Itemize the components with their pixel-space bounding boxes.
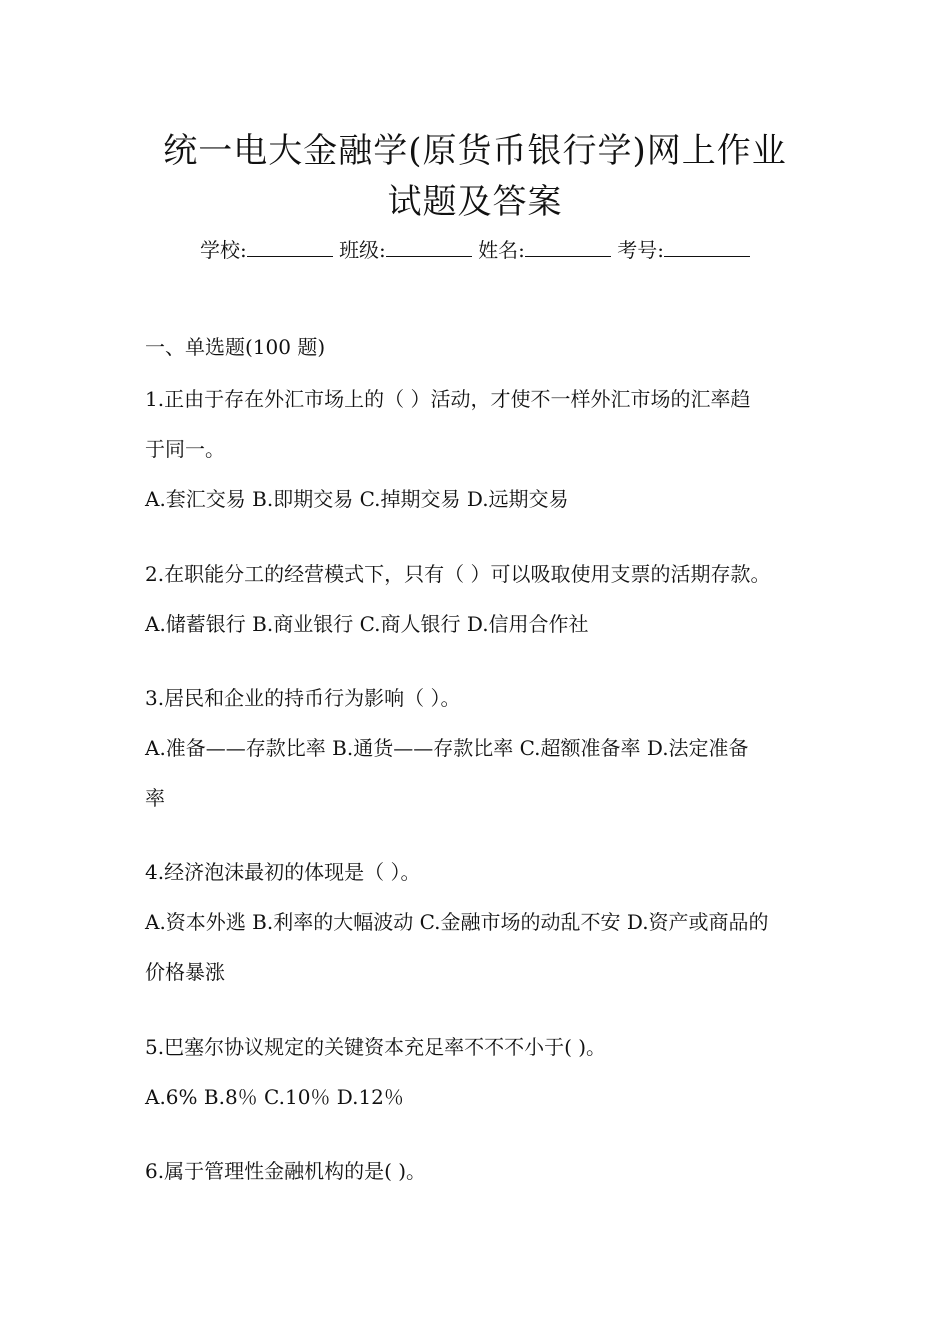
document-title-line2: 试题及答案	[387, 182, 563, 222]
number-label: 考号:	[617, 238, 665, 262]
question-1-stem: 1.正由于存在外汇市场上的（ ）活动，才使不一样外汇市场的汇率趋	[145, 387, 751, 411]
question-3-stem: 3.居民和企业的持币行为影响（ ）。	[145, 686, 461, 710]
question-2-options: A.储蓄银行 B.商业银行 C.商人银行 D.信用合作社	[145, 612, 589, 636]
question-2-stem: 2.在职能分工的经营模式下，只有（ ）可以吸取使用支票的活期存款。	[145, 562, 771, 586]
class-blank	[386, 238, 472, 257]
question-4-options: A.资本外逃 B.利率的大幅波动 C.金融市场的动乱不安 D.资产或商品的	[145, 910, 769, 934]
question-4-stem: 4.经济泡沫最初的体现是（ ）。	[145, 860, 421, 884]
section-heading: 一、单选题(100 题)	[145, 335, 326, 359]
number-blank	[664, 238, 750, 257]
document-title-line1: 统一电大金融学(原货币银行学)网上作业	[163, 131, 787, 171]
question-5-stem: 5.巴塞尔协议规定的关键资本充足率不不不小于( )。	[145, 1035, 607, 1059]
question-4-options-cont: 价格暴涨	[145, 960, 225, 984]
class-label: 班级:	[339, 238, 386, 262]
name-blank	[525, 238, 611, 257]
question-3-options-cont: 率	[145, 786, 165, 810]
question-5-options: A.6% B.8％ C.10％ D.12％	[145, 1085, 404, 1109]
question-6-stem: 6.属于管理性金融机构的是( )。	[145, 1159, 427, 1183]
question-1-options: A.套汇交易 B.即期交易 C.掉期交易 D.远期交易	[145, 487, 569, 511]
school-blank	[247, 238, 333, 257]
question-1-stem-cont: 于同一。	[145, 437, 225, 461]
school-label: 学校:	[199, 238, 247, 262]
question-3-options: A.准备——存款比率 B.通货——存款比率 C.超额准备率 D.法定准备	[145, 736, 749, 760]
name-label: 姓名:	[478, 238, 525, 262]
student-info-row	[0, 238, 950, 260]
